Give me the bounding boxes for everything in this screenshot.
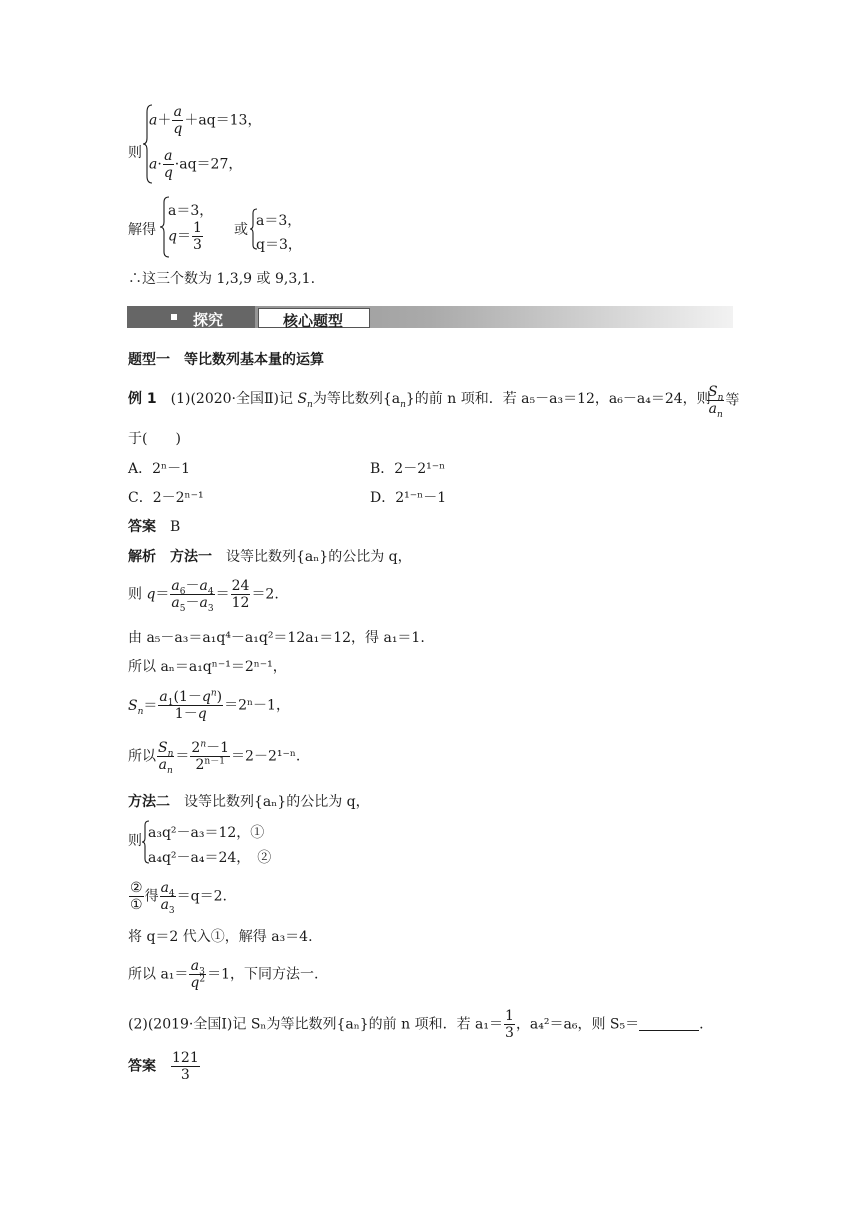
answer-blank[interactable] <box>639 1018 699 1031</box>
conclusion: ∴这三个数为 1,3,9 或 9,3,1. <box>128 271 316 287</box>
step-q: 则 q＝ $\frac{a_6-a_4}{a_5-a_3}$ ＝ $\frac{24}{12}$ ＝2. <box>128 578 279 614</box>
method2-line: 方法二 设等比数列{aₙ}的公比为 q， <box>128 794 370 810</box>
option-b[interactable]: B．2－2¹⁻ⁿ <box>370 461 446 477</box>
sol1-line1: a＝3， <box>168 203 214 219</box>
sn-over-an: $\frac{S_n}{a_n}$ 等 <box>708 384 740 420</box>
sol2-line1: a＝3， <box>256 213 302 229</box>
example1-question: 例 1 (1)(2020·全国Ⅱ)记 $S_n$为等比数列$\{a_n\}$的前 n 项和．若 a₅－a₃＝12，a₆－a₄＝24，则 <box>128 391 711 410</box>
banner-left <box>127 306 255 328</box>
sol1-line2: q＝ $\frac{1}{3}$ <box>168 220 202 254</box>
intro-eq2: a· $\frac{a}{q}$ ·aq＝27， <box>149 148 243 182</box>
option-d[interactable]: D．2¹⁻ⁿ－1 <box>370 490 447 506</box>
banner-left-label: 探究 <box>193 311 224 329</box>
m2-eq1: a₃q²－a₃＝12，① <box>148 825 265 841</box>
yu-line: 于( ) <box>128 431 181 447</box>
step-ratio: 所以 $\frac{S_n}{a_n}$ ＝ $\frac{2^n-1}{2^{n-1}}$ ＝2－2¹⁻ⁿ. <box>128 739 301 776</box>
step-a1: 由 a₅－a₃＝a₁q⁴－a₁q²＝12a₁＝12，得 a₁＝1. <box>128 630 425 646</box>
intro-system <box>143 104 343 186</box>
m2-a1: 所以 a₁＝ $\frac{a_3}{q^2}$ ＝1，下同方法一. <box>128 958 319 992</box>
sol2-line2: q＝3， <box>256 237 302 253</box>
part2-question: (2)(2019·全国Ⅰ)记 Sₙ为等比数列{aₙ}的前 n 项和．若 a₁＝ $\frac{1}{3}$ ，a₄²＝a₆，则 S₅＝ . <box>128 1008 704 1042</box>
step-sn: $S_n=$ $\frac{a_1(1-q^n)}{1-q}$ ＝2ⁿ－1， <box>128 688 290 723</box>
section-title: 题型一 等比数列基本量的运算 <box>128 352 324 368</box>
solve-label: 解得 <box>128 222 156 238</box>
banner-right <box>258 308 370 328</box>
section-banner <box>127 306 733 328</box>
intro-eq1: a＋ $\frac{a}{q}$ ＋aq＝13， <box>149 104 262 138</box>
analysis-line: 解析 方法一 设等比数列{aₙ}的公比为 q， <box>128 549 412 565</box>
m2-sub: 将 q＝2 代入①，解得 a₃＝4. <box>128 929 313 945</box>
or-text: 或 <box>234 222 248 238</box>
m2-eq2: a₄q²－a₄＝24， ② <box>148 850 272 866</box>
answer-line: 答案 B <box>128 519 181 535</box>
m2-ze: 则 <box>128 833 142 849</box>
solution-system-2 <box>250 208 330 252</box>
m2-div: $\frac{\text{②}}{\text{①}}$ 得 $\frac{a_4}{a_3}$ ＝q＝2. <box>130 880 227 916</box>
intro-ze: 则 <box>128 145 142 161</box>
m2-system <box>142 820 342 866</box>
solution-system-1 <box>160 196 240 260</box>
option-a[interactable]: A．2ⁿ－1 <box>128 461 190 477</box>
banner-right-label: 核心题型 <box>283 312 344 330</box>
step-an: 所以 aₙ＝a₁qⁿ⁻¹＝2ⁿ⁻¹， <box>128 659 287 675</box>
option-c[interactable]: C．2－2ⁿ⁻¹ <box>128 490 204 506</box>
square-bullet-icon <box>171 314 177 320</box>
part2-answer: 答案 $\frac{121}{3}$ <box>128 1050 199 1084</box>
